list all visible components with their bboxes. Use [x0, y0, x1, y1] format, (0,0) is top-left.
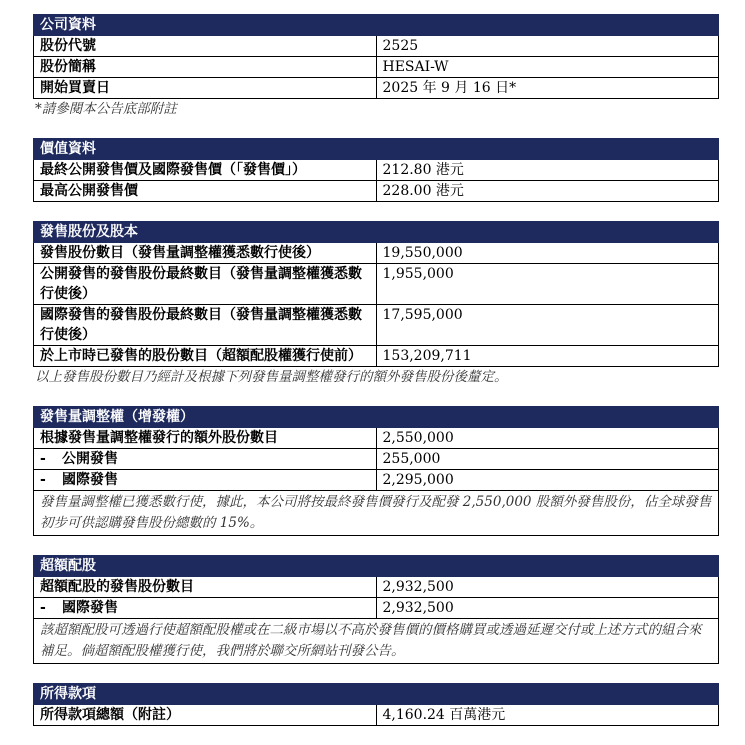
table-row	[34, 160, 719, 181]
table-row	[34, 449, 719, 470]
table-row	[34, 36, 719, 57]
row-label: 公開發售的發售股份最終數目（發售量調整權獲悉數行使後）	[34, 264, 377, 305]
row-label: 國際發售	[62, 472, 118, 488]
row-label: 最高公開發售價	[34, 181, 377, 202]
note-cell: 該超額配股可透過行使超額配股權或在二級市場以不高於發售價的價格購買或透過延遲交付或上述方式的組合來補足。倘超額配股權獲行使，我們將於聯交所網站刊發公告。	[34, 619, 719, 664]
row-value: 2,932,500	[376, 577, 719, 598]
row-label: 所得款項總額（附註）	[34, 705, 377, 726]
dash-marker: -	[40, 600, 46, 616]
table-row	[34, 243, 719, 264]
section-header: 超額配股	[34, 556, 719, 577]
section-header: 發售量調整權（增發權）	[34, 407, 719, 428]
row-label: 國際發售	[62, 600, 118, 616]
dash-marker: -	[40, 451, 46, 467]
row-value: 19,550,000	[376, 243, 719, 264]
row-label: 最終公開發售價及國際發售價（「發售價」）	[34, 160, 377, 181]
row-value: 2,295,000	[376, 470, 719, 491]
table-row	[34, 705, 719, 726]
company-info-section	[33, 14, 719, 119]
row-label-sub	[34, 449, 377, 470]
table-row	[34, 305, 719, 346]
row-label-sub	[34, 598, 377, 619]
note-row	[34, 619, 719, 664]
dash-marker: -	[40, 472, 46, 488]
row-value: 1,955,000	[376, 264, 719, 305]
table-row	[34, 428, 719, 449]
row-value: 2,550,000	[376, 428, 719, 449]
table-row	[34, 264, 719, 305]
row-label: 國際發售的發售股份最終數目（發售量調整權獲悉數行使後）	[34, 305, 377, 346]
row-value: 2025 年 9 月 16 日*	[376, 78, 719, 99]
offer-shares-section	[33, 221, 719, 387]
offer-size-adjustment-table	[33, 406, 719, 536]
row-value: 255,000	[376, 449, 719, 470]
price-info-section	[33, 138, 719, 202]
row-label: 公開發售	[62, 451, 118, 467]
row-value: 212.80 港元	[376, 160, 719, 181]
offer-size-adjustment-section	[33, 406, 719, 536]
offer-shares-table	[33, 221, 719, 367]
table-row	[34, 346, 719, 367]
proceeds-table	[33, 683, 719, 726]
allotment-results-document	[33, 14, 719, 745]
row-label: 股份代號	[34, 36, 377, 57]
footnote: 以上發售股份數目乃經計及根據下列發售量調整權發行的額外發售股份後釐定。	[35, 369, 508, 385]
row-label: 股份簡稱	[34, 57, 377, 78]
row-label: 於上市時已發售的股份數目（超額配股權獲行使前）	[34, 346, 377, 367]
row-label-sub	[34, 470, 377, 491]
row-label: 根據發售量調整權發行的額外股份數目	[34, 428, 377, 449]
proceeds-section	[33, 683, 719, 726]
section-header: 所得款項	[34, 684, 719, 705]
row-value: 2525	[376, 36, 719, 57]
note-cell: 發售量調整權已獲悉數行使，據此，本公司將按最終發售價發行及配發 2,550,000 股額外發售股份，佔全球發售初步可供認購發售股份總數的 15%。	[34, 491, 719, 536]
over-allotment-section	[33, 555, 719, 664]
row-label: 超額配股的發售股份數目	[34, 577, 377, 598]
table-row	[34, 598, 719, 619]
table-row	[34, 57, 719, 78]
footnote: *請參閱本公告底部附註	[35, 101, 177, 117]
row-value: 153,209,711	[376, 346, 719, 367]
over-allotment-table	[33, 555, 719, 664]
table-row	[34, 470, 719, 491]
row-value: 4,160.24 百萬港元	[376, 705, 719, 726]
row-value: HESAI-W	[376, 57, 719, 78]
row-label: 發售股份數目（發售量調整權獲悉數行使後）	[34, 243, 377, 264]
section-header: 發售股份及股本	[34, 222, 719, 243]
row-label: 開始買賣日	[34, 78, 377, 99]
company-info-table	[33, 14, 719, 99]
table-row	[34, 577, 719, 598]
note-row	[34, 491, 719, 536]
row-value: 228.00 港元	[376, 181, 719, 202]
row-value: 17,595,000	[376, 305, 719, 346]
table-row	[34, 78, 719, 99]
section-header: 公司資料	[34, 15, 719, 36]
row-value: 2,932,500	[376, 598, 719, 619]
section-header: 價值資料	[34, 139, 719, 160]
table-row	[34, 181, 719, 202]
price-info-table	[33, 138, 719, 202]
